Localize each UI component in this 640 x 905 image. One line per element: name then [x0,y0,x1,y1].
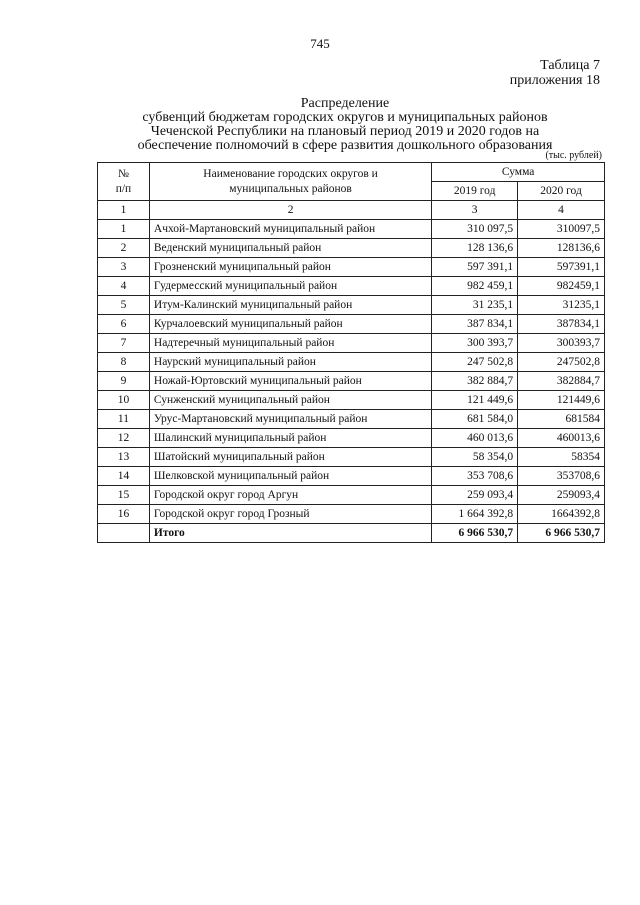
row-number: 10 [98,391,150,410]
row-value-2019: 121 449,6 [432,391,518,410]
header-num [98,163,150,201]
header-year-2019: 2019 год [432,182,518,201]
row-name: Городской округ город Аргун [149,486,431,505]
title-line4: обеспечение полномочий в сфере развития дошкольного образования [137,138,553,153]
row-number: 2 [98,239,150,258]
header-name [149,163,431,201]
row-value-2020: 310097,5 [518,220,605,239]
row-value-2019: 353 708,6 [432,467,518,486]
total-2020: 6 966 530,7 [518,524,605,543]
row-number: 8 [98,353,150,372]
row-number: 4 [98,277,150,296]
row-name: Шелковской муниципальный район [149,467,431,486]
row-value-2020: 58354 [518,448,605,467]
table-row [98,353,605,372]
row-number: 7 [98,334,150,353]
row-number: 9 [98,372,150,391]
row-name: Городской округ город Грозный [149,505,431,524]
row-value-2020: 300393,7 [518,334,605,353]
units-note: (тыс. рублей) [545,150,602,161]
row-name: Шалинский муниципальный район [149,429,431,448]
table-row [98,505,605,524]
table-row [98,258,605,277]
row-value-2020: 460013,6 [518,429,605,448]
header-num-line1: № [117,167,129,180]
row-number: 16 [98,505,150,524]
row-value-2019: 247 502,8 [432,353,518,372]
row-number: 13 [98,448,150,467]
row-number: 15 [98,486,150,505]
column-number-3: 3 [432,201,518,220]
row-name: Гудермесский муниципальный район [149,277,431,296]
column-numbers-row [98,201,605,220]
column-number-2: 2 [149,201,431,220]
row-value-2020: 387834,1 [518,315,605,334]
row-number: 6 [98,315,150,334]
table-row [98,448,605,467]
row-value-2019: 382 884,7 [432,372,518,391]
row-name: Веденский муниципальный район [149,239,431,258]
header-year-2020: 2020 год [518,182,605,201]
header-row-top [98,163,605,182]
row-name: Ачхой-Мартановский муниципальный район [149,220,431,239]
title-line3: Чеченской Республики на плановый период 2019 и 2020 годов на [150,124,540,139]
row-name: Сунженский муниципальный район [149,391,431,410]
row-value-2020: 31235,1 [518,296,605,315]
table-row [98,334,605,353]
row-value-2019: 387 834,1 [432,315,518,334]
row-value-2019: 300 393,7 [432,334,518,353]
row-value-2019: 982 459,1 [432,277,518,296]
row-value-2019: 259 093,4 [432,486,518,505]
row-number: 12 [98,429,150,448]
row-name: Урус-Мартановский муниципальный район [149,410,431,429]
row-value-2019: 460 013,6 [432,429,518,448]
table-row [98,391,605,410]
row-value-2020: 121449,6 [518,391,605,410]
document-title [95,97,595,153]
row-value-2019: 128 136,6 [432,239,518,258]
table-row [98,429,605,448]
row-value-2020: 1664392,8 [518,505,605,524]
table-row [98,296,605,315]
row-value-2020: 681584 [518,410,605,429]
row-number: 14 [98,467,150,486]
row-name: Шатойский муниципальный район [149,448,431,467]
row-value-2019: 31 235,1 [432,296,518,315]
row-name: Итум-Калинский муниципальный район [149,296,431,315]
table-ref-line1: Таблица 7 [540,58,600,73]
table-row [98,410,605,429]
row-value-2020: 128136,6 [518,239,605,258]
table-ref-line2: приложения 18 [509,73,600,88]
table-reference [510,58,600,88]
column-number-4: 4 [518,201,605,220]
total-num-cell [98,524,150,543]
total-label: Итого [149,524,431,543]
total-row [98,524,605,543]
row-value-2020: 259093,4 [518,486,605,505]
row-value-2019: 681 584,0 [432,410,518,429]
header-name-line1: Наименование городских округов и [203,167,378,180]
row-number: 5 [98,296,150,315]
title-line2: субвенций бюджетам городских округов и муниципальных районов [142,110,548,125]
row-value-2020: 353708,6 [518,467,605,486]
column-number-1: 1 [98,201,150,220]
row-value-2020: 382884,7 [518,372,605,391]
row-name: Наурский муниципальный район [149,353,431,372]
title-line1: Распределение [300,96,390,111]
header-num-line2: п/п [115,182,132,195]
table-row [98,239,605,258]
row-name: Курчалоевский муниципальный район [149,315,431,334]
row-value-2019: 310 097,5 [432,220,518,239]
total-2019: 6 966 530,7 [432,524,518,543]
table-row [98,486,605,505]
row-name: Ножай-Юртовский муниципальный район [149,372,431,391]
row-name: Грозненский муниципальный район [149,258,431,277]
row-value-2020: 247502,8 [518,353,605,372]
header-sum: Сумма [432,163,605,182]
table-row [98,277,605,296]
table-row [98,372,605,391]
table-body [98,220,605,524]
row-number: 3 [98,258,150,277]
row-value-2019: 58 354,0 [432,448,518,467]
row-value-2019: 1 664 392,8 [432,505,518,524]
row-value-2019: 597 391,1 [432,258,518,277]
row-value-2020: 982459,1 [518,277,605,296]
header-name-line2: муниципальных районов [229,182,352,195]
table-row [98,220,605,239]
row-value-2020: 597391,1 [518,258,605,277]
table-row [98,315,605,334]
budget-table [97,162,605,543]
row-number: 11 [98,410,150,429]
row-name: Надтеречный муниципальный район [149,334,431,353]
table-row [98,467,605,486]
page-number: 745 [310,36,330,51]
row-number: 1 [98,220,150,239]
